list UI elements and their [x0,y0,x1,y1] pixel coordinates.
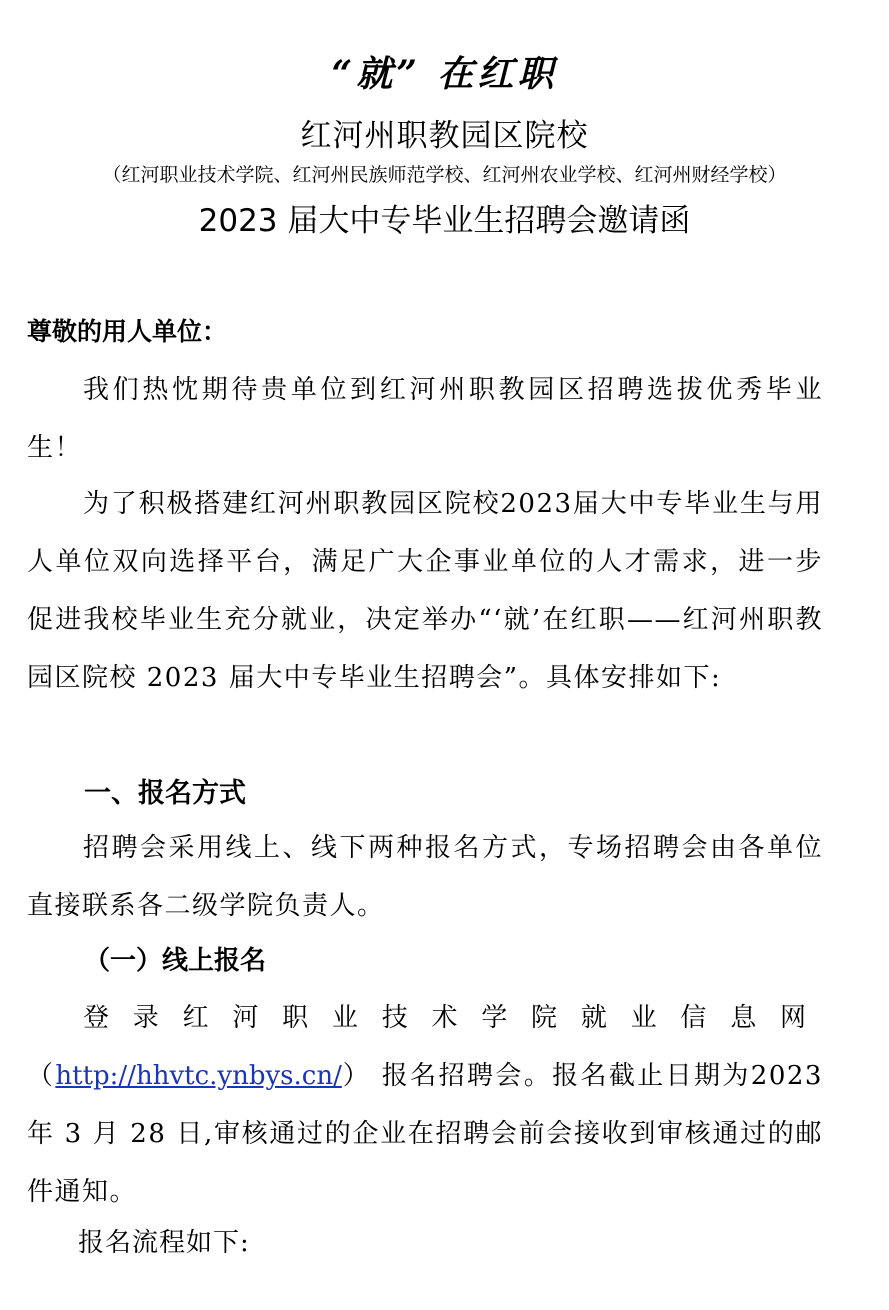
event-title: 2023 届大中专毕业生招聘会邀请函 [198,203,691,239]
purpose-paragraph: 为了积极搭建红河州职教园区院校2023届大中专毕业生与用人单位双向选择平台，满足广大企事业单位的人才需求，进一步促进我校毕业生充分就业，决定举办“‘就’在红职——红河州职教园区院校 2023 届大中专毕业生招聘会”。具体安排如下: [27,489,823,693]
process-label: 报名流程如下: [78,1228,250,1258]
employment-site-link[interactable]: http://hhvtc.ynbys.cn/ [55,1061,342,1091]
intro-paragraph: 我们热忱期待贵单位到红河州职教园区招聘选拔优秀毕业生！ [27,375,823,463]
online-registration-line1: 登录红河职业技术学院就业信息网 [83,1003,823,1033]
salutation: 尊敬的用人单位： [27,317,228,346]
link-paren-close: ） [341,1061,372,1091]
registration-paragraph: 招聘会采用线上、线下两种报名方式，专场招聘会由各单位直接联系各二级学院负责人。 [27,833,823,921]
online-registration-details: 报名招聘会。报名截止日期为2023 年 3 月 28 日,审核通过的企业在招聘会前会接收到审核通过的邮件通知。 [27,1061,823,1207]
online-registration-paragraph [27,989,823,1221]
document-title: “就” 在红职 [331,53,558,95]
document-subtitle: 红河州职教园区院校 [300,118,589,154]
section-heading-registration: 一、报名方式 [84,778,246,809]
school-list: （红河职业技术学院、红河州民族师范学校、红河州农业学校、红河州财经学校） [102,164,787,186]
link-paren-open: （ [27,1061,56,1091]
subsection-heading-online: （一）线上报名 [84,946,267,976]
